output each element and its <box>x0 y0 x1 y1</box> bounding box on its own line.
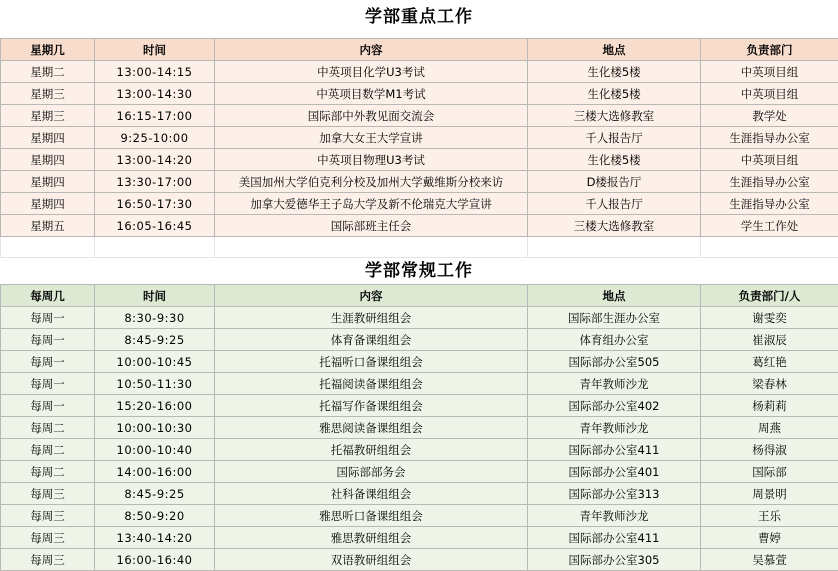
content-cell: 美国加州大学伯克利分校及加州大学戴维斯分校来访 <box>215 171 528 193</box>
time-cell: 13:00-14:15 <box>95 61 215 83</box>
table-row <box>1 351 838 373</box>
location-cell: 生化楼5楼 <box>528 61 701 83</box>
table-row <box>1 373 838 395</box>
day-cell: 星期四 <box>1 171 95 193</box>
department-cell: 周燕 <box>701 417 838 439</box>
content-cell: 国际部班主任会 <box>215 215 528 237</box>
column-header: 地点 <box>528 285 701 307</box>
routine-work-table <box>0 284 838 571</box>
time-cell: 8:30-9:30 <box>95 307 215 329</box>
routine-work-title: 学部常规工作 <box>0 260 838 282</box>
content-cell: 雅思教研组组会 <box>215 527 528 549</box>
table-row <box>1 105 838 127</box>
location-cell: 国际部办公室401 <box>528 461 701 483</box>
location-cell: 三楼大选修教室 <box>528 215 701 237</box>
time-cell: 9:25-10:00 <box>95 127 215 149</box>
time-cell: 10:00-10:45 <box>95 351 215 373</box>
day-cell: 每周一 <box>1 351 95 373</box>
location-cell: 三楼大选修教室 <box>528 105 701 127</box>
table-header-row <box>1 285 838 307</box>
location-cell: 体育组办公室 <box>528 329 701 351</box>
empty-cell <box>701 237 838 258</box>
table-row <box>1 527 838 549</box>
department-cell: 杨莉莉 <box>701 395 838 417</box>
content-cell: 国际部部务会 <box>215 461 528 483</box>
department-cell: 谢雯奕 <box>701 307 838 329</box>
day-cell: 星期四 <box>1 149 95 171</box>
table-row <box>1 483 838 505</box>
table-row <box>1 171 838 193</box>
time-cell: 13:00-14:20 <box>95 149 215 171</box>
table-row <box>1 215 838 237</box>
department-cell: 中英项目组 <box>701 61 838 83</box>
time-cell: 14:00-16:00 <box>95 461 215 483</box>
location-cell: 国际部办公室313 <box>528 483 701 505</box>
day-cell: 星期四 <box>1 127 95 149</box>
day-cell: 每周二 <box>1 417 95 439</box>
location-cell: 千人报告厅 <box>528 127 701 149</box>
table-row <box>1 549 838 571</box>
department-cell: 王乐 <box>701 505 838 527</box>
time-cell: 15:20-16:00 <box>95 395 215 417</box>
day-cell: 星期三 <box>1 83 95 105</box>
empty-cell <box>1 237 95 258</box>
department-cell: 生涯指导办公室 <box>701 193 838 215</box>
day-cell: 星期五 <box>1 215 95 237</box>
time-cell: 13:30-17:00 <box>95 171 215 193</box>
table-row <box>1 149 838 171</box>
column-header: 时间 <box>95 39 215 61</box>
time-cell: 16:00-16:40 <box>95 549 215 571</box>
table-row <box>1 417 838 439</box>
location-cell: 国际部办公室505 <box>528 351 701 373</box>
content-cell: 加拿大女王大学宣讲 <box>215 127 528 149</box>
table-row <box>1 439 838 461</box>
department-cell: 教学处 <box>701 105 838 127</box>
table-header-row <box>1 39 838 61</box>
content-cell: 雅思听口备课组组会 <box>215 505 528 527</box>
department-cell: 生涯指导办公室 <box>701 127 838 149</box>
location-cell: 国际部生涯办公室 <box>528 307 701 329</box>
day-cell: 每周三 <box>1 483 95 505</box>
department-cell: 生涯指导办公室 <box>701 171 838 193</box>
time-cell: 13:40-14:20 <box>95 527 215 549</box>
empty-row <box>1 237 838 258</box>
time-cell: 10:50-11:30 <box>95 373 215 395</box>
column-header: 负责部门/人 <box>701 285 838 307</box>
empty-cell <box>215 237 528 258</box>
day-cell: 每周三 <box>1 549 95 571</box>
time-cell: 16:05-16:45 <box>95 215 215 237</box>
location-cell: 生化楼5楼 <box>528 149 701 171</box>
content-cell: 中英项目化学U3考试 <box>215 61 528 83</box>
table-row <box>1 61 838 83</box>
column-header: 内容 <box>215 39 528 61</box>
content-cell: 双语教研组组会 <box>215 549 528 571</box>
column-header: 负责部门 <box>701 39 838 61</box>
column-header: 时间 <box>95 285 215 307</box>
content-cell: 生涯教研组组会 <box>215 307 528 329</box>
content-cell: 国际部中外教见面交流会 <box>215 105 528 127</box>
column-header: 内容 <box>215 285 528 307</box>
content-cell: 中英项目数学M1考试 <box>215 83 528 105</box>
location-cell: 国际部办公室305 <box>528 549 701 571</box>
day-cell: 星期二 <box>1 61 95 83</box>
department-cell: 曹婷 <box>701 527 838 549</box>
day-cell: 每周一 <box>1 329 95 351</box>
day-cell: 每周二 <box>1 439 95 461</box>
key-work-table <box>0 38 838 258</box>
table-row <box>1 395 838 417</box>
time-cell: 10:00-10:30 <box>95 417 215 439</box>
day-cell: 每周三 <box>1 505 95 527</box>
location-cell: 国际部办公室402 <box>528 395 701 417</box>
time-cell: 8:45-9:25 <box>95 329 215 351</box>
department-cell: 中英项目组 <box>701 83 838 105</box>
content-cell: 托福听口备课组组会 <box>215 351 528 373</box>
column-header: 星期几 <box>1 39 95 61</box>
content-cell: 加拿大爱德华王子岛大学及新不伦瑞克大学宣讲 <box>215 193 528 215</box>
table-row <box>1 505 838 527</box>
time-cell: 16:15-17:00 <box>95 105 215 127</box>
location-cell: 青年教师沙龙 <box>528 505 701 527</box>
day-cell: 每周一 <box>1 307 95 329</box>
column-header: 地点 <box>528 39 701 61</box>
content-cell: 社科备课组组会 <box>215 483 528 505</box>
content-cell: 托福教研组组会 <box>215 439 528 461</box>
day-cell: 每周一 <box>1 373 95 395</box>
empty-cell <box>95 237 215 258</box>
day-cell: 每周二 <box>1 461 95 483</box>
department-cell: 国际部 <box>701 461 838 483</box>
table-row <box>1 127 838 149</box>
day-cell: 星期四 <box>1 193 95 215</box>
department-cell: 崔淑辰 <box>701 329 838 351</box>
column-header: 每周几 <box>1 285 95 307</box>
department-cell: 葛红艳 <box>701 351 838 373</box>
table-row <box>1 461 838 483</box>
department-cell: 梁春林 <box>701 373 838 395</box>
table-row <box>1 193 838 215</box>
department-cell: 吴慕萱 <box>701 549 838 571</box>
time-cell: 16:50-17:30 <box>95 193 215 215</box>
content-cell: 雅思阅读备课组组会 <box>215 417 528 439</box>
department-cell: 周景明 <box>701 483 838 505</box>
department-cell: 杨得淑 <box>701 439 838 461</box>
time-cell: 13:00-14:30 <box>95 83 215 105</box>
location-cell: 青年教师沙龙 <box>528 373 701 395</box>
location-cell: D楼报告厅 <box>528 171 701 193</box>
day-cell: 每周三 <box>1 527 95 549</box>
content-cell: 中英项目物理U3考试 <box>215 149 528 171</box>
location-cell: 千人报告厅 <box>528 193 701 215</box>
time-cell: 8:45-9:25 <box>95 483 215 505</box>
location-cell: 生化楼5楼 <box>528 83 701 105</box>
department-cell: 学生工作处 <box>701 215 838 237</box>
day-cell: 星期三 <box>1 105 95 127</box>
content-cell: 体育备课组组会 <box>215 329 528 351</box>
content-cell: 托福写作备课组组会 <box>215 395 528 417</box>
content-cell: 托福阅读备课组组会 <box>215 373 528 395</box>
day-cell: 每周一 <box>1 395 95 417</box>
key-work-title: 学部重点工作 <box>0 6 838 28</box>
empty-cell <box>528 237 701 258</box>
location-cell: 青年教师沙龙 <box>528 417 701 439</box>
location-cell: 国际部办公室411 <box>528 527 701 549</box>
time-cell: 10:00-10:40 <box>95 439 215 461</box>
table-row <box>1 329 838 351</box>
time-cell: 8:50-9:20 <box>95 505 215 527</box>
table-row <box>1 83 838 105</box>
department-cell: 中英项目组 <box>701 149 838 171</box>
table-row <box>1 307 838 329</box>
location-cell: 国际部办公室411 <box>528 439 701 461</box>
